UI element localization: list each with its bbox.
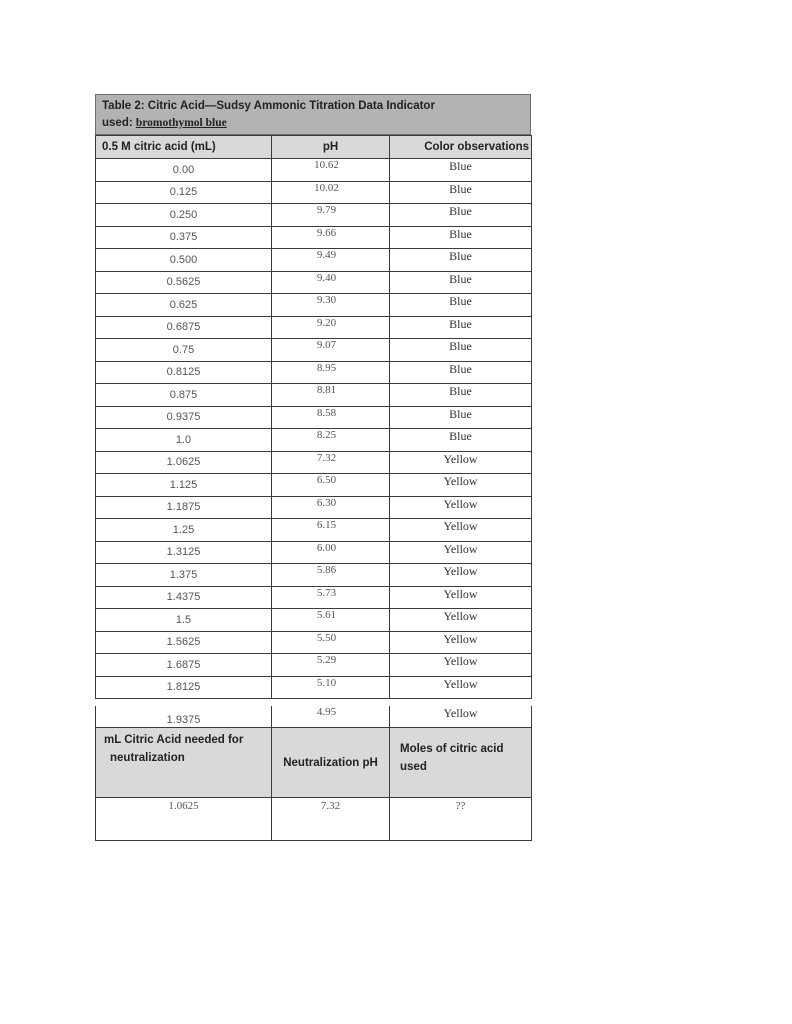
- cell-citric-acid: 0.125: [96, 181, 272, 204]
- table-row: [96, 706, 532, 728]
- table-row: [96, 676, 532, 699]
- cell-citric-acid: 1.5625: [96, 631, 272, 654]
- table-row: [96, 316, 532, 339]
- table-row: [96, 631, 532, 654]
- table-row: [96, 249, 532, 272]
- cell-ph: 9.40: [272, 271, 390, 294]
- cell-color: Yellow: [390, 564, 532, 587]
- cell-citric-acid: 0.375: [96, 226, 272, 249]
- cell-citric-acid: 1.3125: [96, 541, 272, 564]
- cell-color: Yellow: [390, 586, 532, 609]
- table-row: [96, 204, 532, 227]
- cell-citric-acid: 0.6875: [96, 316, 272, 339]
- table-row: [96, 226, 532, 249]
- cell-ph: 9.07: [272, 339, 390, 362]
- table-row: [96, 496, 532, 519]
- cell-citric-acid: 0.9375: [96, 406, 272, 429]
- cell-citric-acid: 1.125: [96, 474, 272, 497]
- cell-color: Yellow: [390, 541, 532, 564]
- cell-ph: 9.30: [272, 294, 390, 317]
- cell-ph: 10.02: [272, 181, 390, 204]
- table-row: [96, 271, 532, 294]
- table-row: [96, 541, 532, 564]
- cell-ph: 6.15: [272, 519, 390, 542]
- summary-values-row: [96, 798, 532, 841]
- cell-color: Yellow: [390, 474, 532, 497]
- cell-color: Blue: [390, 226, 532, 249]
- cell-ph: 8.81: [272, 384, 390, 407]
- cell-color: Blue: [390, 339, 532, 362]
- cell-ph: 9.49: [272, 249, 390, 272]
- header-citric-acid: 0.5 M citric acid (mL): [96, 136, 272, 159]
- table-row: [96, 474, 532, 497]
- table-row: [96, 519, 532, 542]
- cell-color: Yellow: [390, 676, 532, 699]
- table-title: [95, 94, 531, 135]
- table-row: [96, 361, 532, 384]
- indicator-prefix: used:: [102, 117, 136, 129]
- cell-ph: 7.32: [272, 451, 390, 474]
- titration-data-table: [95, 135, 532, 699]
- cell-citric-acid: 1.9375: [96, 706, 272, 728]
- summary-moles-value: ??: [390, 798, 532, 841]
- cell-color: Blue: [390, 159, 532, 182]
- cell-ph: 5.29: [272, 654, 390, 677]
- cell-color: Yellow: [390, 496, 532, 519]
- table-title-line1: Table 2: Citric Acid—Sudsy Ammonic Titration Data Indicator: [102, 100, 435, 112]
- cell-ph: 9.20: [272, 316, 390, 339]
- cell-color: Yellow: [390, 706, 532, 728]
- cell-citric-acid: 1.4375: [96, 586, 272, 609]
- cell-citric-acid: 0.00: [96, 159, 272, 182]
- cell-citric-acid: 1.25: [96, 519, 272, 542]
- cell-citric-acid: 1.8125: [96, 676, 272, 699]
- summary-header-moles: Moles of citric acid used: [390, 728, 532, 798]
- cell-color: Blue: [390, 316, 532, 339]
- indicator-name: bromothymol blue: [135, 117, 227, 129]
- cell-ph: 8.58: [272, 406, 390, 429]
- table-row: [96, 384, 532, 407]
- table-row: [96, 406, 532, 429]
- cell-color: Blue: [390, 204, 532, 227]
- table-row: [96, 609, 532, 632]
- cell-citric-acid: 1.5: [96, 609, 272, 632]
- table-row: [96, 339, 532, 362]
- cell-ph: 5.73: [272, 586, 390, 609]
- cell-color: Yellow: [390, 609, 532, 632]
- cell-color: Blue: [390, 384, 532, 407]
- cell-citric-acid: 1.6875: [96, 654, 272, 677]
- summary-header-ph: Neutralization pH: [272, 728, 390, 798]
- cell-citric-acid: 0.625: [96, 294, 272, 317]
- cell-ph: 6.50: [272, 474, 390, 497]
- table-title-line2: [102, 115, 524, 132]
- cell-ph: 5.86: [272, 564, 390, 587]
- table-continuation: [95, 706, 531, 841]
- summary-header-volume-line2: neutralization: [110, 752, 185, 764]
- cell-ph: 10.62: [272, 159, 390, 182]
- cell-color: Blue: [390, 361, 532, 384]
- cell-color: Yellow: [390, 451, 532, 474]
- cell-ph: 5.10: [272, 676, 390, 699]
- table-row: [96, 654, 532, 677]
- cell-ph: 5.61: [272, 609, 390, 632]
- header-ph: pH: [272, 136, 390, 159]
- table-row: [96, 181, 532, 204]
- cell-citric-acid: 0.8125: [96, 361, 272, 384]
- cell-ph: 4.95: [272, 706, 390, 728]
- cell-ph: 9.66: [272, 226, 390, 249]
- table-header-row: [96, 136, 532, 159]
- cell-citric-acid: 0.5625: [96, 271, 272, 294]
- cell-ph: 8.25: [272, 429, 390, 452]
- cell-citric-acid: 1.375: [96, 564, 272, 587]
- cell-color: Blue: [390, 429, 532, 452]
- cell-color: Yellow: [390, 519, 532, 542]
- cell-citric-acid: 0.250: [96, 204, 272, 227]
- cell-color: Yellow: [390, 631, 532, 654]
- cell-citric-acid: 0.75: [96, 339, 272, 362]
- cell-ph: 5.50: [272, 631, 390, 654]
- cell-ph: 8.95: [272, 361, 390, 384]
- cell-color: Blue: [390, 271, 532, 294]
- cell-color: Yellow: [390, 654, 532, 677]
- summary-header-volume-line1: mL Citric Acid needed for: [104, 734, 244, 746]
- table-row: [96, 429, 532, 452]
- cell-citric-acid: 1.1875: [96, 496, 272, 519]
- cell-ph: 6.00: [272, 541, 390, 564]
- table-row: [96, 159, 532, 182]
- cell-color: Blue: [390, 181, 532, 204]
- cell-citric-acid: 0.500: [96, 249, 272, 272]
- cell-color: Blue: [390, 406, 532, 429]
- cell-citric-acid: 0.875: [96, 384, 272, 407]
- table-row: [96, 294, 532, 317]
- table-row: [96, 586, 532, 609]
- table-row: [96, 451, 532, 474]
- summary-ph-value: 7.32: [272, 798, 390, 841]
- cell-color: Blue: [390, 294, 532, 317]
- cell-ph: 9.79: [272, 204, 390, 227]
- header-color-observations: Color observations: [390, 136, 532, 159]
- cell-citric-acid: 1.0625: [96, 451, 272, 474]
- cell-ph: 6.30: [272, 496, 390, 519]
- summary-header-volume: [96, 728, 272, 798]
- cell-citric-acid: 1.0: [96, 429, 272, 452]
- cell-color: Blue: [390, 249, 532, 272]
- summary-header-row: [96, 728, 532, 798]
- table-row: [96, 564, 532, 587]
- summary-volume-value: 1.0625: [96, 798, 272, 841]
